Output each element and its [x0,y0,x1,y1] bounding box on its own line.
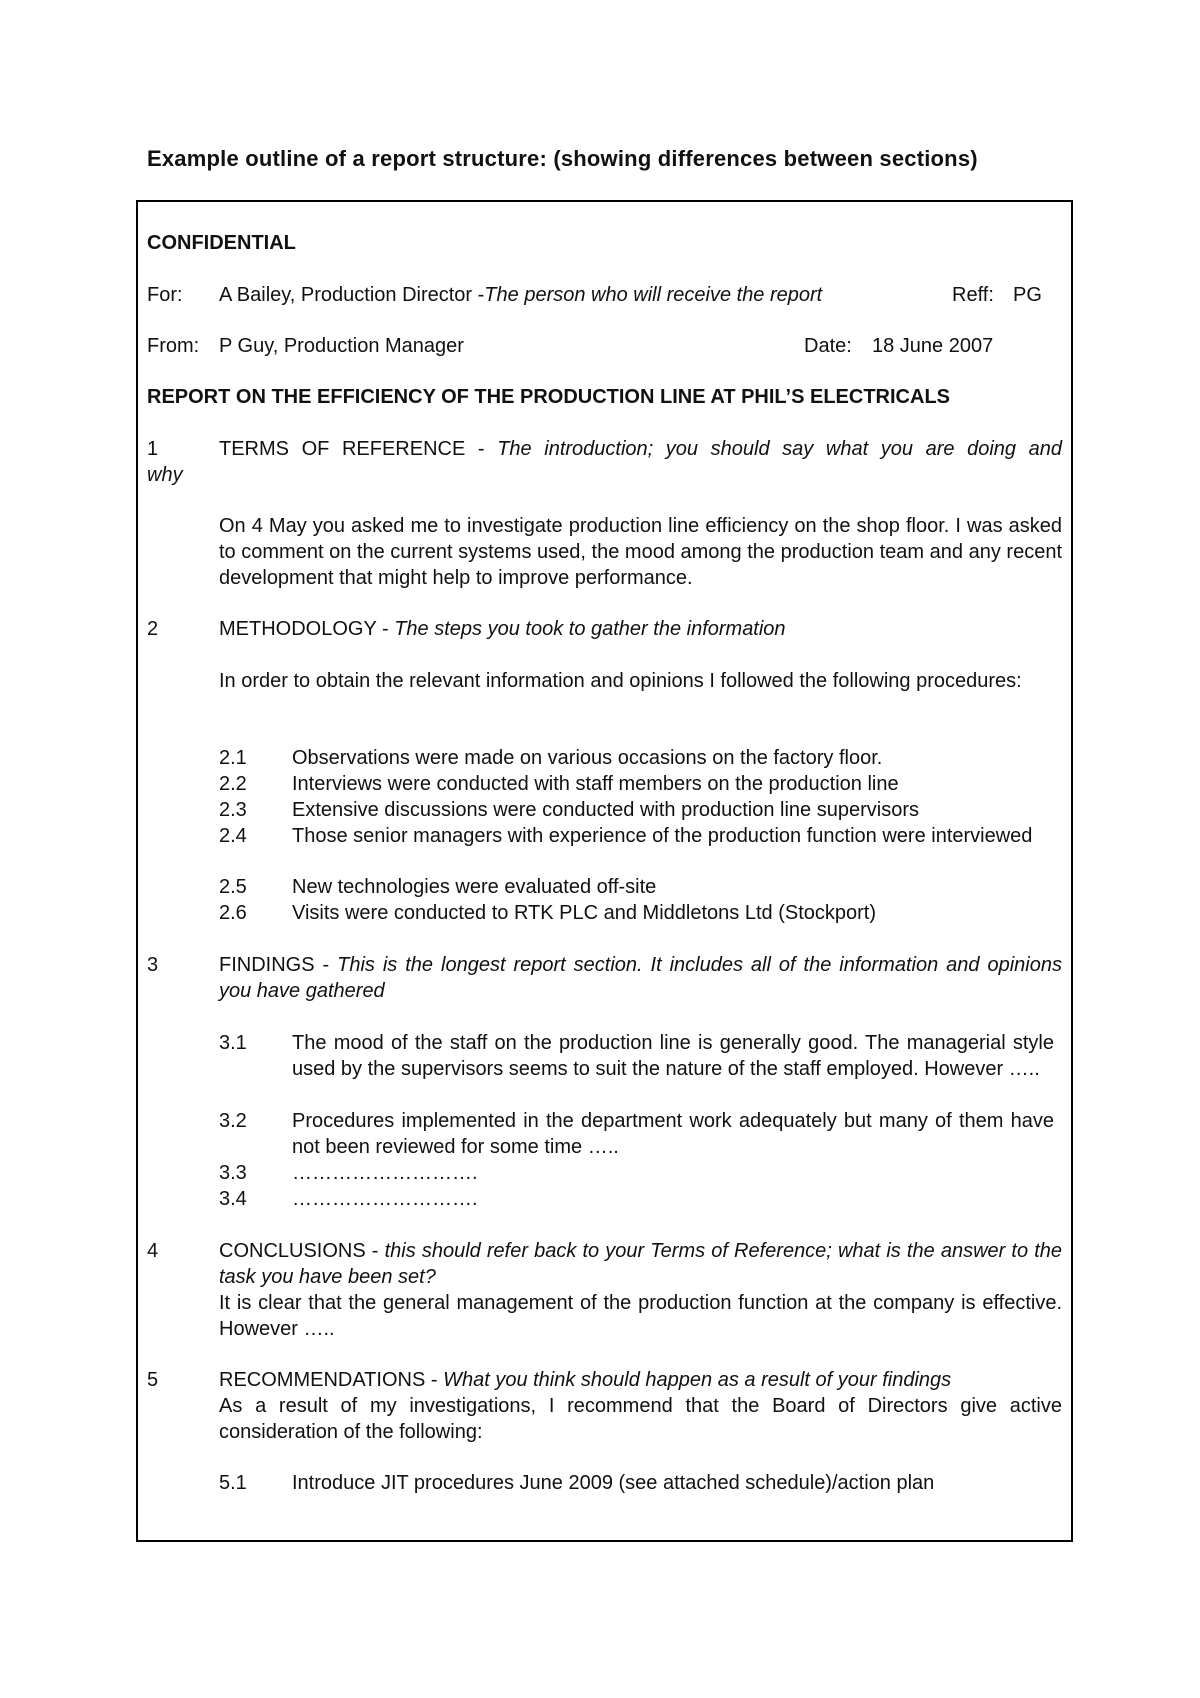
list-item: Observations were made on various occasions on the factory floor. [292,747,883,769]
item-number: 3.1 [219,1032,247,1054]
item-number: 2.5 [219,876,247,898]
section-4-title: CONCLUSIONS - [219,1240,385,1262]
item-number: 3.4 [219,1188,247,1210]
item-number: 2.3 [219,799,247,821]
document-title: Example outline of a report structure: (showing differences between sections) [147,146,978,171]
section-2-body: In order to obtain the relevant information and opinions I followed the following procedures: [219,670,1022,692]
ref-value: PG [1013,284,1042,306]
section-1-title: TERMS OF REFERENCE - [219,438,498,460]
list-item: New technologies were evaluated off-site [292,876,657,898]
section-4-body: It is clear that the general management of the production function at the company is effective. However ….. [219,1292,1062,1340]
ref-label: Reff: [952,284,994,306]
from-sender: P Guy, Production Manager [219,335,464,357]
list-item: Visits were conducted to RTK PLC and Middletons Ltd (Stockport) [292,902,876,924]
for-note: The person who will receive the report [484,284,823,306]
section-5-body: As a result of my investigations, I recommend that the Board of Directors give active consideration of the following: [219,1395,1062,1443]
date-label: Date: [804,335,852,357]
section-1-note: The introduction; you should say what you are doing and [497,438,1063,460]
section-2-number: 2 [147,618,159,640]
section-5-heading [219,1367,951,1393]
for-label: For: [147,284,183,306]
section-5-number: 5 [147,1369,159,1391]
section-1-number: 1 [147,438,159,460]
section-4-note: this should refer back to your Terms of Reference; what is the answer to the task you have been set? [219,1240,1063,1288]
for-recipient [219,282,822,308]
list-item: Interviews were conducted with staff members on the production line [292,773,899,795]
date-value: 18 June 2007 [872,335,994,357]
report-heading: REPORT ON THE EFFICIENCY OF THE PRODUCTION LINE AT PHIL’S ELECTRICALS [147,386,950,408]
from-label: From: [147,335,200,357]
section-3-note: This is the longest report section. It includes all of the information and opinions you have gathered [219,954,1062,1002]
section-3-number: 3 [147,954,159,976]
list-item: The mood of the staff on the production line is generally good. The managerial style used by the supervisors seems to suit the nature of the staff employed. However ….. [292,1032,1054,1080]
section-1-note-continued: why [147,464,183,486]
list-item: Extensive discussions were conducted with production line supervisors [292,799,919,821]
item-number: 2.2 [219,773,247,795]
list-item: ………………………. [292,1188,478,1210]
section-4-number: 4 [147,1240,159,1262]
item-number: 2.4 [219,825,247,847]
confidential-label: CONFIDENTIAL [147,232,296,254]
section-1-heading [219,436,1062,462]
item-number: 3.2 [219,1110,247,1132]
section-3-title: FINDINGS - [219,954,338,976]
item-number: 5.1 [219,1472,247,1494]
item-number: 2.6 [219,902,247,924]
section-2-note: The steps you took to gather the information [394,618,786,640]
section-3-heading [219,952,1062,1004]
section-2-title: METHODOLOGY - [219,618,395,640]
section-4-heading [219,1238,1062,1290]
list-item: Procedures implemented in the department work adequately but many of them have not been reviewed for some time ….. [292,1110,1054,1158]
list-item: ………………………. [292,1162,478,1184]
section-5-note: What you think should happen as a result of your findings [443,1369,952,1391]
section-1-body: On 4 May you asked me to investigate production line efficiency on the shop floor. I was asked to comment on the current systems used, the mood among the production team and any recent development that might help to improve performance. [219,515,1062,589]
list-item: Those senior managers with experience of the production function were interviewed [292,825,1033,847]
section-2-heading [219,616,786,642]
item-number: 2.1 [219,747,247,769]
list-item: Introduce JIT procedures June 2009 (see attached schedule)/action plan [292,1472,935,1494]
for-text: A Bailey, Production Director - [219,284,485,306]
item-number: 3.3 [219,1162,247,1184]
section-5-title: RECOMMENDATIONS - [219,1369,444,1391]
